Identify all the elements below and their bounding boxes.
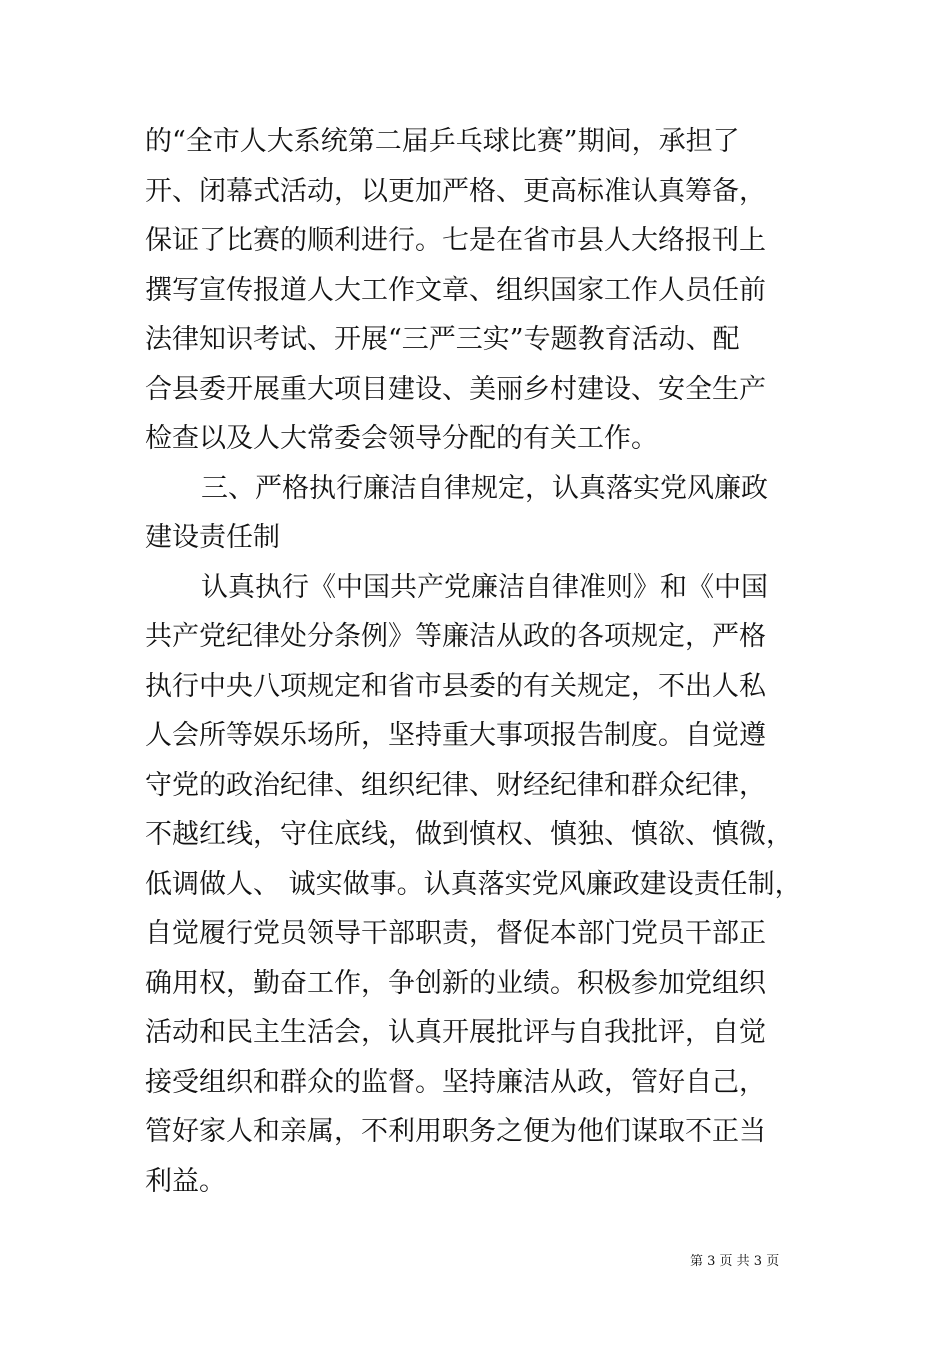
text-line: 保证了比赛的顺利进行。七是在省市县人大络报刊上 [145, 225, 766, 256]
text-line: 合县委开展重大项目建设、美丽乡村建设、安全生产 [145, 373, 766, 405]
text-line: 确用权，勤奋工作，争创新的业绩。积极参加党组织 [145, 967, 766, 999]
text-line: 三、严格执行廉洁自律规定，认真落实党风廉政 [201, 472, 768, 504]
text-line: 执行中央八项规定和省市县委的有关规定，不出人私 [145, 670, 766, 702]
text-line: 法律知识考试、开展“三严三实”专题教育活动、配 [145, 324, 740, 355]
text-line: 开、闭幕式活动，以更加严格、更高标准认真筹备， [145, 175, 766, 207]
text-line: 接受组织和群众的监督。坚持廉洁从政，管好自己， [145, 1066, 766, 1098]
text-line: 利益。 [145, 1165, 226, 1197]
text-line: 人会所等娱乐场所，坚持重大事项报告制度。自觉遵 [145, 720, 766, 751]
text-line: 认真执行《中国共产党廉洁自律准则》和《中国 [201, 571, 768, 603]
text-line: 不越红线，守住底线，做到慎权、慎独、慎欲、慎微， [145, 819, 793, 850]
text-line: 守党的政治纪律、组织纪律、财经纪律和群众纪律， [145, 769, 766, 801]
document-body [145, 117, 802, 1206]
text-line: 管好家人和亲属，不利用职务之便为他们谋取不正当 [145, 1116, 766, 1147]
text-line: 建设责任制 [145, 522, 280, 553]
page-footer: 第 3 页 共 3 页 [690, 1254, 780, 1269]
text-line: 自觉履行党员领导干部职责，督促本部门党员干部正 [145, 918, 766, 949]
text-line: 检查以及人大常委会领导分配的有关工作。 [145, 423, 658, 454]
text-line: 低调做人、 诚实做事。认真落实党风廉政建设责任制， [145, 868, 802, 900]
text-line: 活动和民主生活会，认真开展批评与自我批评，自觉 [145, 1017, 766, 1048]
text-line: 撰写宣传报道人大工作文章、组织国家工作人员任前 [145, 274, 766, 306]
text-line: 共产党纪律处分条例》等廉洁从政的各项规定，严格 [145, 621, 766, 652]
text-line: 的“全市人大系统第二届乒乓球比赛”期间，承担了 [145, 126, 740, 157]
